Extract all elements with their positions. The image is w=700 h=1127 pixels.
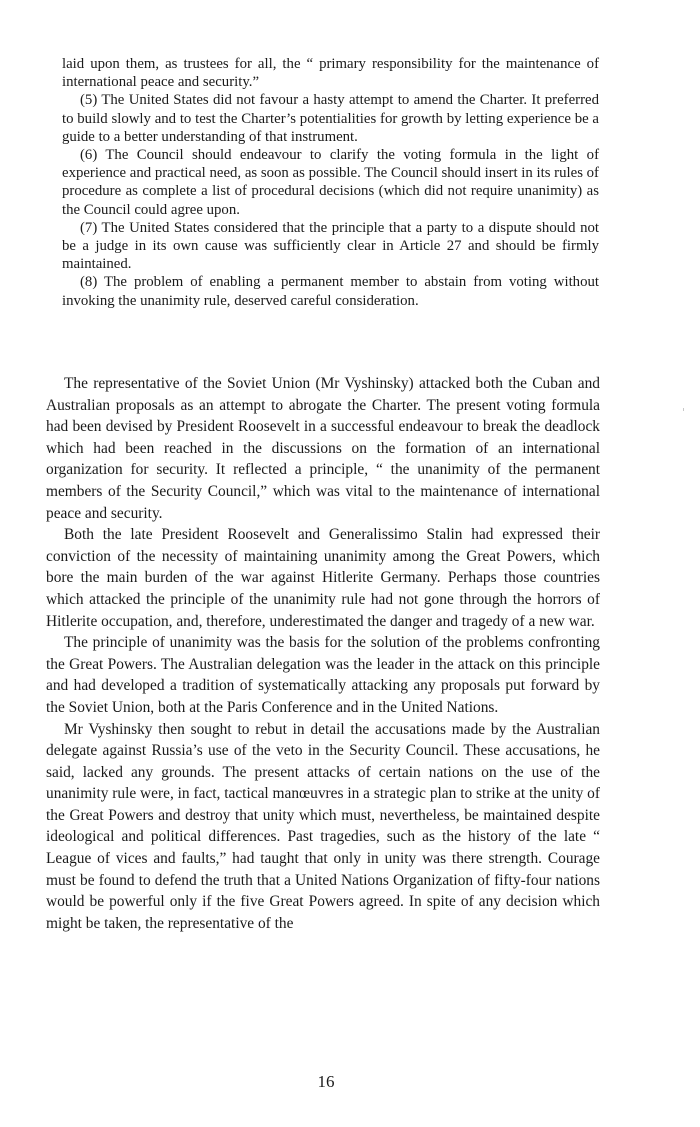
quoted-point-6: (6) The Council should endeavour to clarify the voting formula in the light of experience and practical need, as soon as possible. The Council should insert in its rules of procedure as complete a list of procedural decisions (which did not require unanimity) as the Council could agree upon. — [62, 147, 599, 218]
quoted-point-5: (5) The United States did not favour a hasty attempt to amend the Charter. It preferred to build slowly and to test the Charter’s potentialities for growth by letting experience be a guide to a better understanding of that instrument. — [62, 92, 599, 145]
body-paragraph-unanimity-principle: The principle of unanimity was the basis for the solution of the problems confronting the Great Powers. The Australian delegation was the leader in the attack on this principle and had developed a tradition of systematically attacking any proposals put forward by the Soviet Union, both at the Paris Conference and in the United Nations. — [46, 634, 600, 716]
margin-speck — [683, 408, 684, 411]
body-text — [46, 373, 600, 934]
quoted-paragraph-continuation: laid upon them, as trustees for all, the “ primary responsibility for the maintenance of international peace and security.” — [62, 56, 599, 91]
body-paragraph-soviet-representative: The representative of the Soviet Union (Mr Vyshinsky) attacked both the Cuban and Australian proposals as an attempt to abrogate the Charter. The present voting formula had been devised by President Roosevelt in a successful endeavour to break the deadlock which had been reached in the discussions on the formation of an international organization for security. It reflected a principle, “ the unanimity of the permanent members of the Security Council,” which was vital to the maintenance of international peace and security. — [46, 375, 600, 522]
page-number: 16 — [317, 1072, 335, 1091]
body-paragraph-vyshinsky-rebuttal: Mr Vyshinsky then sought to rebut in detail the accusations made by the Australian delegate against Russia’s use of the veto in the Security Council. These accusations, he said, lacked any grounds. The present attacks of certain nations on the use of the unanimity rule were, in fact, tactical manœuvres in a strategic plan to strike at the unity of the Great Powers and destroy that unity which must, nevertheless, be maintained despite ideological and political differences. Past tragedies, such as the history of the late “ League of vices and faults,” had taught that only in unity was there strength. Courage must be found to defend the truth that a United Nations Organization of fifty-four nations would be powerful only if the five Great Powers agreed. In spite of any decision which might be taken, the representative of the — [46, 720, 600, 932]
quoted-point-8: (8) The problem of enabling a permanent member to abstain from voting without invoking the unanimity rule, deserved careful consideration. — [62, 274, 599, 309]
quoted-statement-block — [62, 55, 599, 310]
quoted-point-7: (7) The United States considered that the principle that a party to a dispute should not be a judge in its own cause was sufficiently clear in Article 27 and should be firmly maintained. — [62, 219, 599, 273]
body-paragraph-roosevelt-stalin: Both the late President Roosevelt and Generalissimo Stalin had expressed their conviction of the necessity of maintaining unanimity among the Great Powers, which bore the main burden of the war against Hitlerite Germany. Perhaps those countries which attacked the principle of the unanimity rule had not gone through the horrors of Hitlerite occupation, and, therefore, underestimated the danger and tragedy of a new war. — [46, 526, 600, 630]
